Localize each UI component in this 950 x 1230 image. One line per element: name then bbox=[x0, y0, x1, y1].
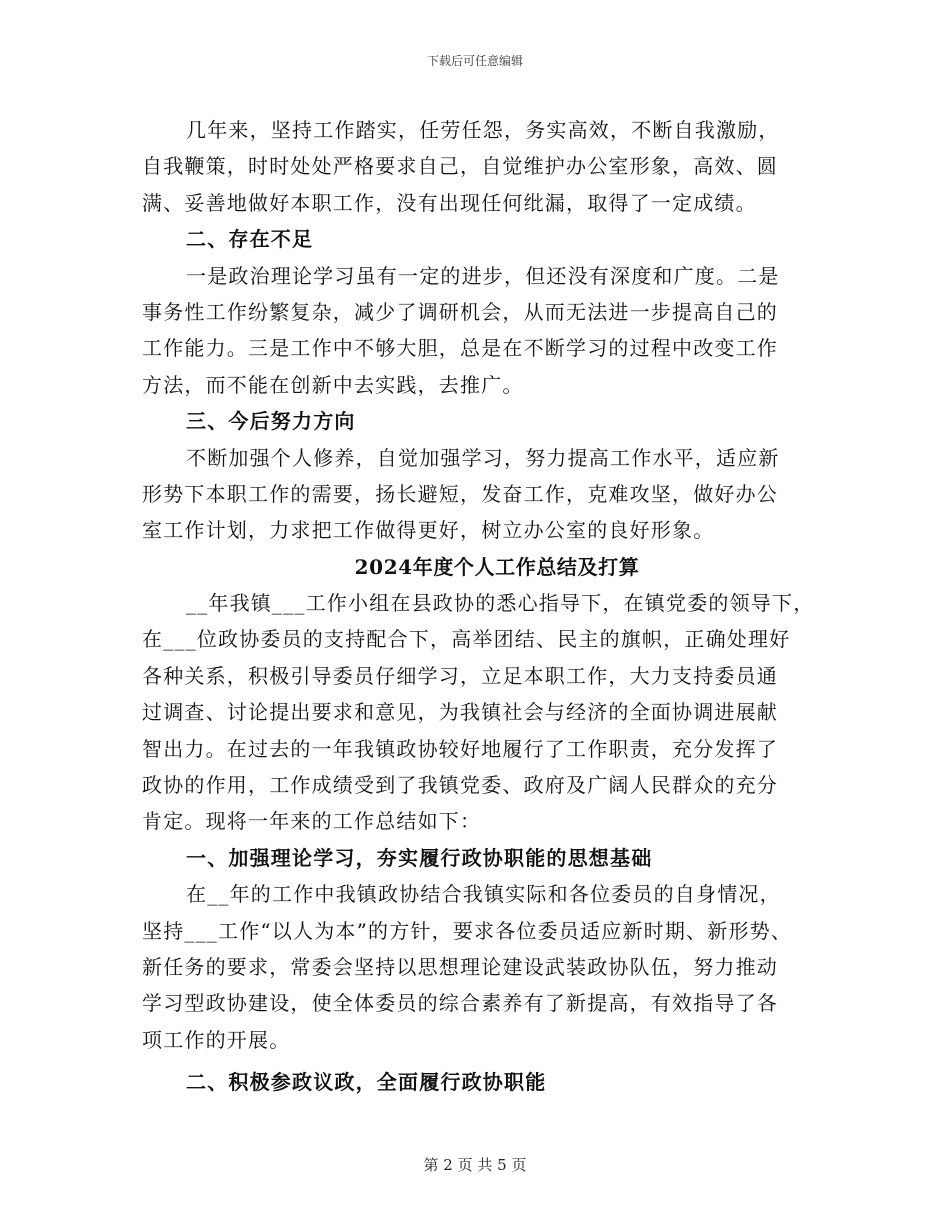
paragraph-first-line: 在__年的工作中我镇政协结合我镇实际和各位委员的自身情况， bbox=[186, 882, 781, 907]
text-line: 在___位政协委员的支持配合下，高举团结、民主的旗帜，正确处理好 bbox=[142, 627, 791, 652]
text-line: 学习型政协建设，使全体委员的综合素养有了新提高，有效指导了各 bbox=[142, 991, 778, 1016]
text-line: 形势下本职工作的需要，扬长避短，发奋工作，克难攻坚，做好办公 bbox=[142, 481, 778, 506]
text-line: 项工作的开展。 bbox=[142, 1027, 291, 1052]
section-heading: 二、存在不足 bbox=[186, 227, 314, 252]
section-heading: 三、今后努力方向 bbox=[186, 409, 356, 434]
text-line: 方法，而不能在创新中去实践，去推广。 bbox=[142, 372, 524, 397]
document-body bbox=[142, 112, 815, 1101]
text-line: 各种关系，积极引导委员仔细学习，立足本职工作，大力支持委员通 bbox=[142, 663, 778, 688]
text-line: 自我鞭策，时时处处严格要求自己，自觉维护办公室形象，高效、圆 bbox=[142, 154, 778, 179]
paragraph-first-line: __年我镇___工作小组在县政协的悉心指导下，在镇党委的领导下， bbox=[186, 591, 815, 616]
text-line: 新任务的要求，常委会坚持以思想理论建设武装政协队伍，努力推动 bbox=[142, 954, 778, 979]
text-line: 过调查、讨论提出要求和意见，为我镇社会与经济的全面协调进展献 bbox=[142, 700, 778, 725]
page-footer: 第 2 页 共 5 页 bbox=[423, 1156, 527, 1174]
section-heading: 一、加强理论学习，夯实履行政协职能的思想基础 bbox=[186, 845, 653, 870]
text-line: 智出力。在过去的一年我镇政协较好地履行了工作职责，充分发挥了 bbox=[142, 736, 778, 761]
section-heading: 二、积极参政议政，全面履行政协职能 bbox=[186, 1070, 547, 1095]
page-header: 下载后可任意编辑 bbox=[426, 54, 523, 68]
text-line: 事务性工作纷繁复杂，减少了调研机会，从而无法进一步提高自己的 bbox=[142, 299, 778, 324]
document-title: 2024年度个人工作总结及打算 bbox=[354, 554, 640, 579]
paragraph-first-line: 几年来，坚持工作踏实，任劳任怨，务实高效，不断自我激励， bbox=[186, 118, 780, 142]
text-line: 坚持___工作“以人为本”的方针，要求各位委员适应新时期、新形势、 bbox=[142, 918, 793, 943]
text-line: 肯定。现将一年来的工作总结如下： bbox=[142, 809, 482, 834]
text-line: 政协的作用，工作成绩受到了我镇党委、政府及广阔人民群众的充分 bbox=[142, 773, 778, 798]
paragraph-first-line: 一是政治理论学习虽有一定的进步，但还没有深度和广度。二是 bbox=[186, 263, 780, 288]
paragraph-first-line: 不断加强个人修养，自觉加强学习，努力提高工作水平，适应新 bbox=[186, 445, 780, 470]
text-line: 满、妥善地做好本职工作，没有出现任何纰漏，取得了一定成绩。 bbox=[142, 190, 757, 215]
text-line: 室工作计划，力求把工作做得更好，树立办公室的良好形象。 bbox=[142, 518, 715, 543]
text-line: 工作能力。三是工作中不够大胆，总是在不断学习的过程中改变工作 bbox=[142, 336, 778, 361]
